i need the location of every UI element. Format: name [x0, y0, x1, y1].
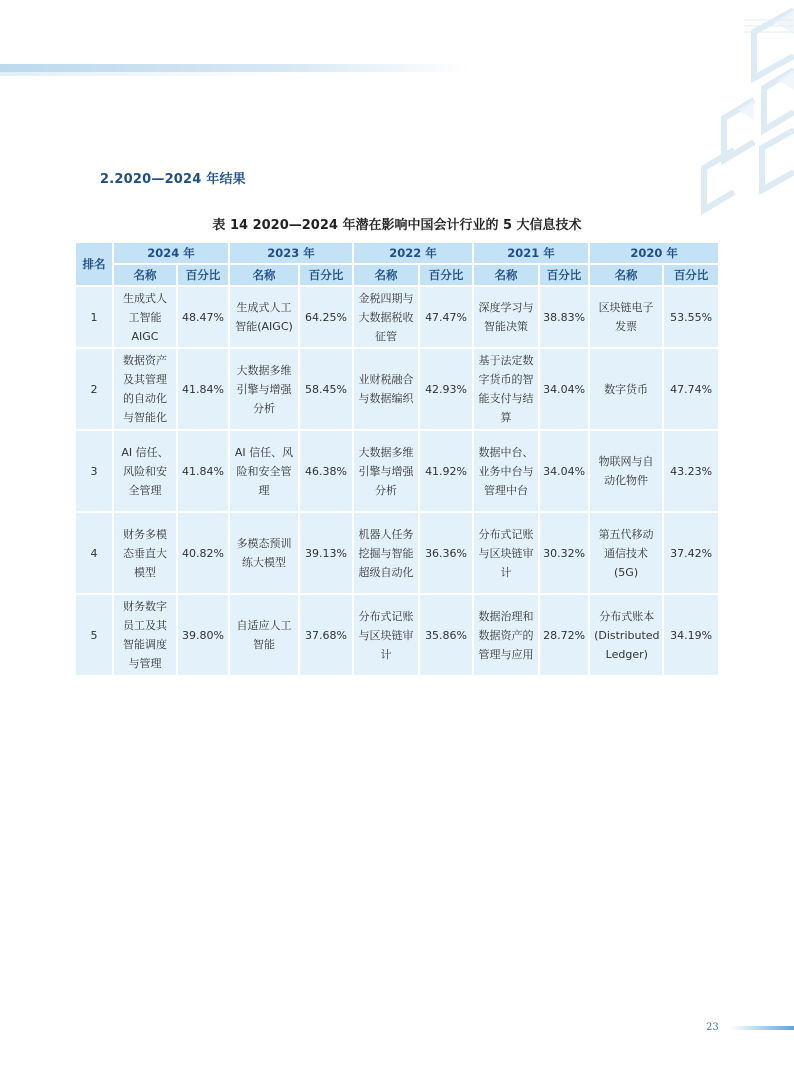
- tech-name-cell: 数据中台、业务中台与管理中台: [474, 431, 538, 511]
- tech-name-cell: 数字货币: [590, 349, 662, 429]
- year-header-2024: 2024 年: [114, 243, 228, 263]
- name-header: 名称: [230, 265, 298, 285]
- tech-name-cell: 分布式记账与区块链审计: [474, 513, 538, 593]
- pct-cell: 41.84%: [178, 349, 228, 429]
- pct-cell: 41.84%: [178, 431, 228, 511]
- name-header: 名称: [354, 265, 418, 285]
- year-header-2023: 2023 年: [230, 243, 352, 263]
- cube-pattern-decoration: [644, 0, 794, 220]
- tech-name-cell: 财务数字员工及其智能调度与管理: [114, 595, 176, 675]
- header-row-years: [76, 243, 718, 263]
- pct-header: 百分比: [540, 265, 588, 285]
- name-header: 名称: [590, 265, 662, 285]
- pct-cell: 37.68%: [300, 595, 352, 675]
- tech-name-cell: 分布式记账与区块链审计: [354, 595, 418, 675]
- table-row: [76, 513, 718, 593]
- pct-cell: 30.32%: [540, 513, 588, 593]
- pct-cell: 47.47%: [420, 287, 472, 347]
- tech-name-cell: 自适应人工智能: [230, 595, 298, 675]
- pct-cell: 58.45%: [300, 349, 352, 429]
- rank-cell: 3: [76, 431, 112, 511]
- tech-name-cell: 物联网与自动化物件: [590, 431, 662, 511]
- tech-name-cell: 机器人任务挖掘与智能超级自动化: [354, 513, 418, 593]
- pct-cell: 64.25%: [300, 287, 352, 347]
- pct-cell: 34.04%: [540, 431, 588, 511]
- rank-cell: 2: [76, 349, 112, 429]
- pct-cell: 40.82%: [178, 513, 228, 593]
- tech-name-cell: 深度学习与智能决策: [474, 287, 538, 347]
- header-decor-band-light: [0, 72, 300, 76]
- pct-cell: 37.42%: [664, 513, 718, 593]
- tech-name-cell: 分布式账本(Distributed Ledger): [590, 595, 662, 675]
- pct-cell: 34.04%: [540, 349, 588, 429]
- tech-name-cell: 数据治理和数据资产的管理与应用: [474, 595, 538, 675]
- header-decor-band: [0, 64, 470, 72]
- table-row: [76, 287, 718, 347]
- pct-cell: 39.13%: [300, 513, 352, 593]
- rank-cell: 4: [76, 513, 112, 593]
- footer-decor-bar: [730, 1026, 794, 1030]
- tech-name-cell: AI 信任、风险和安全管理: [230, 431, 298, 511]
- year-header-2022: 2022 年: [354, 243, 472, 263]
- tech-name-cell: 大数据多维引擎与增强分析: [230, 349, 298, 429]
- pct-cell: 38.83%: [540, 287, 588, 347]
- name-header: 名称: [474, 265, 538, 285]
- pct-cell: 39.80%: [178, 595, 228, 675]
- pct-cell: 42.93%: [420, 349, 472, 429]
- year-header-2020: 2020 年: [590, 243, 718, 263]
- pct-cell: 36.36%: [420, 513, 472, 593]
- pct-cell: 46.38%: [300, 431, 352, 511]
- pct-cell: 53.55%: [664, 287, 718, 347]
- tech-name-cell: 生成式人工智能AIGC: [114, 287, 176, 347]
- tech-name-cell: 金税四期与大数据税收征管: [354, 287, 418, 347]
- table-row: [76, 431, 718, 511]
- tech-ranking-table: [74, 241, 720, 677]
- tech-name-cell: 数据资产及其管理的自动化与智能化: [114, 349, 176, 429]
- name-header: 名称: [114, 265, 176, 285]
- pct-cell: 28.72%: [540, 595, 588, 675]
- tech-name-cell: AI 信任、风险和安全管理: [114, 431, 176, 511]
- pct-cell: 34.19%: [664, 595, 718, 675]
- section-heading: 2.2020—2024 年结果: [100, 172, 246, 187]
- table-title: 表 14 2020—2024 年潜在影响中国会计行业的 5 大信息技术: [212, 218, 582, 233]
- rank-cell: 5: [76, 595, 112, 675]
- tech-name-cell: 业财税融合与数据编织: [354, 349, 418, 429]
- tech-name-cell: 财务多模态垂直大模型: [114, 513, 176, 593]
- pct-header: 百分比: [420, 265, 472, 285]
- tech-name-cell: 第五代移动通信技术(5G): [590, 513, 662, 593]
- pct-cell: 43.23%: [664, 431, 718, 511]
- page-number: 23: [706, 1022, 719, 1033]
- rank-cell: 1: [76, 287, 112, 347]
- tech-name-cell: 区块链电子发票: [590, 287, 662, 347]
- pct-cell: 47.74%: [664, 349, 718, 429]
- year-header-2021: 2021 年: [474, 243, 588, 263]
- rank-header: 排名: [76, 243, 112, 285]
- tech-name-cell: 生成式人工智能(AIGC): [230, 287, 298, 347]
- tech-name-cell: 大数据多维引擎与增强分析: [354, 431, 418, 511]
- pct-cell: 48.47%: [178, 287, 228, 347]
- table-row: [76, 349, 718, 429]
- pct-header: 百分比: [300, 265, 352, 285]
- header-row-columns: [76, 265, 718, 285]
- pct-cell: 35.86%: [420, 595, 472, 675]
- tech-name-cell: 多模态预训练大模型: [230, 513, 298, 593]
- pct-cell: 41.92%: [420, 431, 472, 511]
- table-row: [76, 595, 718, 675]
- tech-name-cell: 基于法定数字货币的智能支付与结算: [474, 349, 538, 429]
- pct-header: 百分比: [178, 265, 228, 285]
- pct-header: 百分比: [664, 265, 718, 285]
